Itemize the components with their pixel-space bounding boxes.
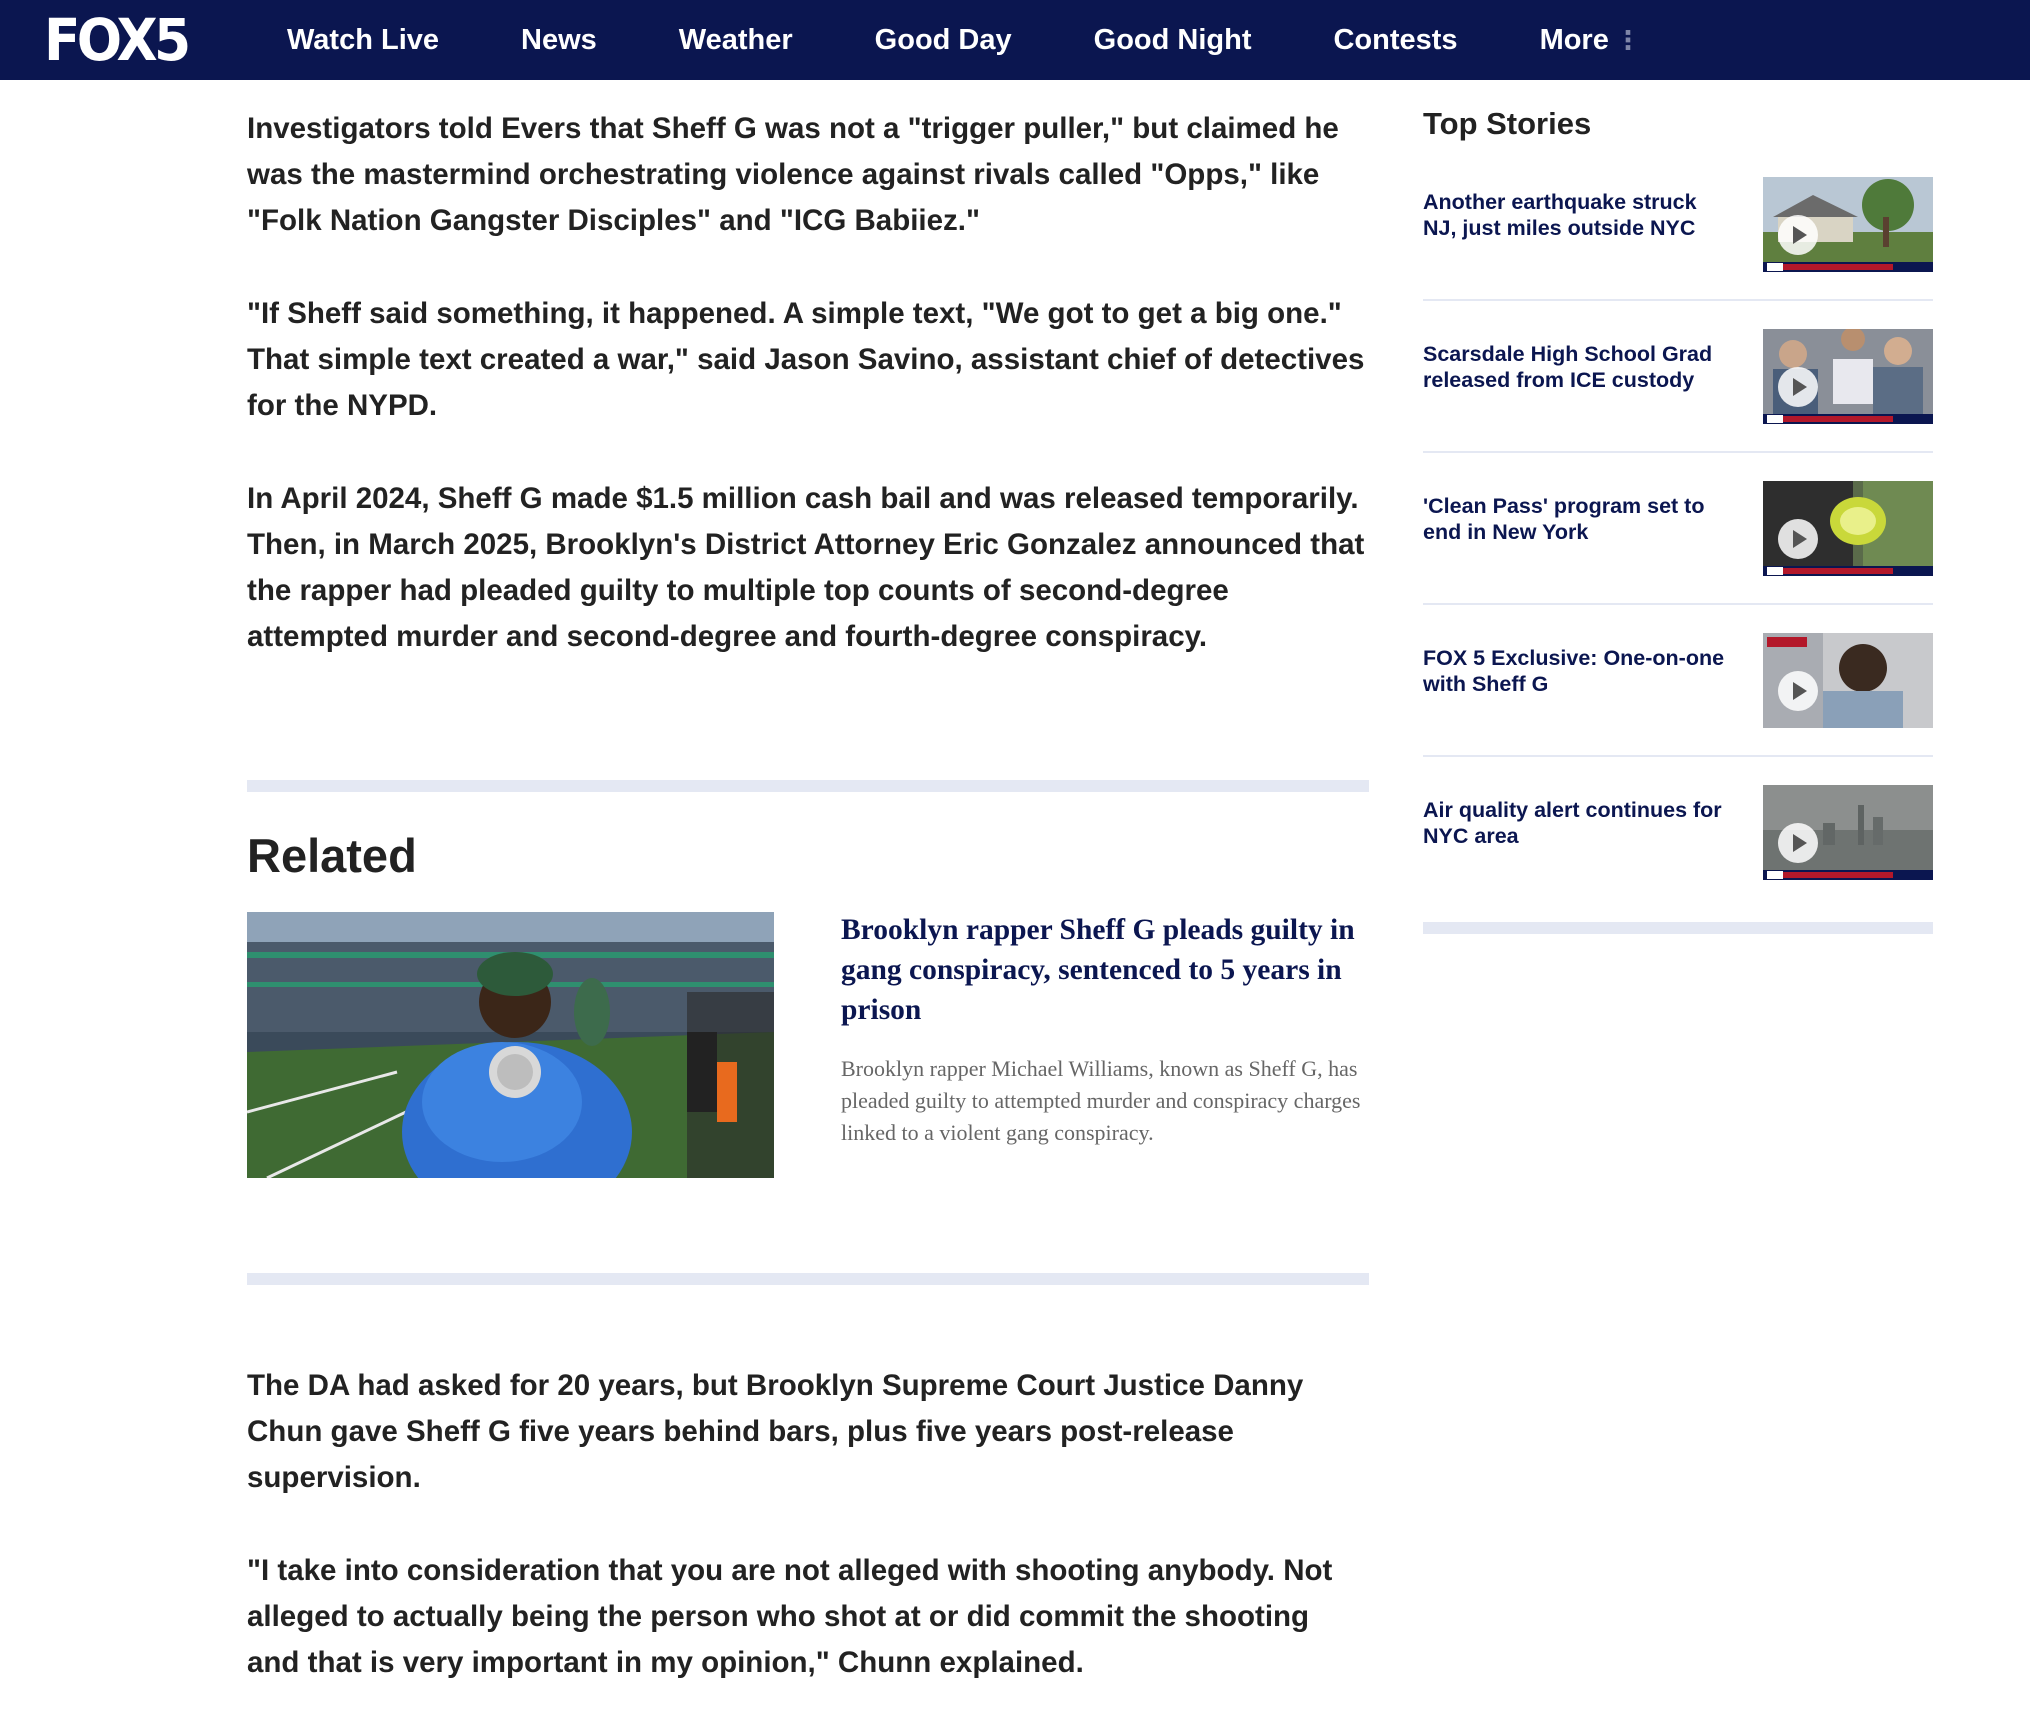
section-divider [247,1273,1369,1285]
top-stories-heading: Top Stories [1423,106,1592,141]
story-divider [1423,299,1933,301]
video-lower-third [1763,262,1933,272]
play-icon [1778,671,1818,711]
top-story-thumbnail [1763,481,1933,576]
top-story-thumbnail [1763,785,1933,880]
section-divider [247,780,1369,792]
nav-item-watch-live[interactable]: Watch Live [287,24,440,56]
related-article-image[interactable] [247,912,774,1178]
top-nav [0,0,2030,80]
sidebar-divider [1423,922,1933,934]
play-icon [1778,215,1818,255]
top-story-thumbnail [1763,633,1933,728]
article-paragraph: The DA had asked for 20 years, but Brooklyn Supreme Court Justice Danny Chun gave Sheff G five years behind bars, plus five years post-release supervision. [247,1369,1304,1494]
top-story-thumbnail [1763,329,1933,424]
story-divider [1423,603,1933,605]
play-icon [1778,823,1818,863]
related-article-description: Brooklyn rapper Michael Williams, known as Sheff G, has pleaded guilty to attempted murder and conspiracy charges linked to a violent gang conspiracy. [841,1056,1361,1145]
related-heading: Related [247,829,417,882]
article-paragraph: Investigators told Evers that Sheff G was not a "trigger puller," but claimed he was the mastermind orchestrating violence against rivals called "Opps," like "Folk Nation Gangster Disciples" and "ICG Babiiez." [247,112,1339,237]
nav-item-weather[interactable]: Weather [678,24,793,56]
nav-item-more[interactable] [1540,0,1641,80]
top-story-item[interactable] [1423,481,1933,633]
top-story-title: Another earthquake struck NJ, just miles outside NYC [1423,190,1697,240]
play-icon [1778,367,1818,407]
top-story-item[interactable] [1423,329,1933,481]
top-story-item[interactable] [1423,633,1933,785]
top-story-item[interactable] [1423,785,1933,937]
nav-item-contests[interactable]: Contests [1333,24,1458,56]
nav-item-good-night[interactable]: Good Night [1093,24,1252,56]
top-story-title: FOX 5 Exclusive: One-on-one with Sheff G [1423,646,1725,696]
top-story-title: 'Clean Pass' program set to end in New York [1423,494,1705,544]
top-story-thumbnail [1763,177,1933,272]
nav-more-label: More [1539,24,1609,56]
video-lower-third [1763,414,1933,424]
more-dots-icon: ⋮ [1614,25,1641,55]
nav-item-good-day[interactable]: Good Day [874,24,1012,56]
play-icon [1778,519,1818,559]
top-story-title: Air quality alert continues for NYC area [1423,798,1722,848]
nav-menu [287,0,1723,80]
video-lower-third [1763,566,1933,576]
related-article-title[interactable]: Brooklyn rapper Sheff G pleads guilty in gang conspiracy, sentenced to 5 years in prison [841,914,1355,1026]
article-paragraph: In April 2024, Sheff G made $1.5 million cash bail and was released temporarily. Then, in March 2025, Brooklyn's District Attorney Eric Gonzalez announced that the rapper had pleaded guilty to multiple top counts of second-degree attempted murder and second-degree and fourth-degree conspiracy. [247,482,1365,653]
article-paragraph: "If Sheff said something, it happened. A simple text, "We got to get a big one." That simple text created a war," said Jason Savino, assistant chief of detectives for the NYPD. [247,297,1365,422]
video-lower-third [1763,870,1933,880]
top-story-title: Scarsdale High School Grad released from ICE custody [1423,342,1713,392]
story-divider [1423,451,1933,453]
story-divider [1423,755,1933,757]
stadium-photo [247,912,774,1178]
nav-item-news[interactable]: News [521,24,597,56]
top-story-item[interactable] [1423,177,1933,329]
article-paragraph: "I take into consideration that you are not alleged with shooting anybody. Not alleged to actually being the person who shot at or did commit the shooting and that is very important in my opinion," Chunn explained. [247,1554,1333,1679]
fox5-logo[interactable]: FOX5 [44,6,188,74]
